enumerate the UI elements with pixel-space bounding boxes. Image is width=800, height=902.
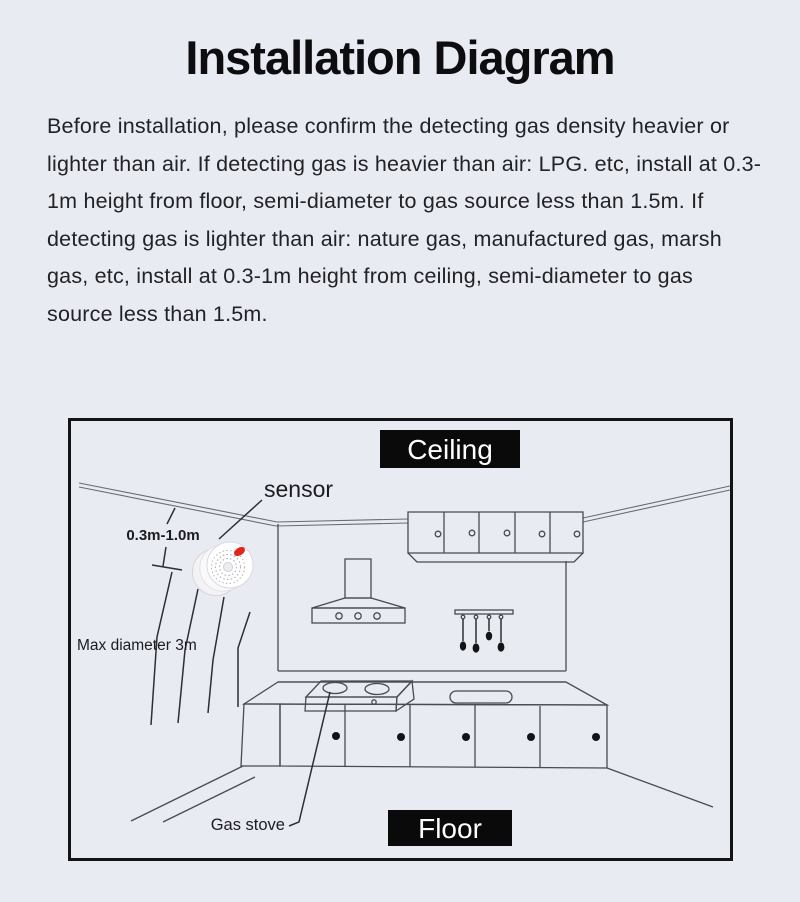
counter-knob	[527, 733, 535, 741]
counter-left-end	[241, 704, 280, 766]
countertop	[244, 682, 607, 705]
sensor-leader-line	[219, 500, 262, 539]
counter	[241, 682, 607, 768]
counter-knob	[397, 733, 405, 741]
counter-front	[280, 704, 607, 768]
ceiling-lines	[79, 483, 730, 526]
sensor-label: sensor	[264, 476, 334, 502]
cabinet-knob	[469, 530, 475, 536]
range-hood-icon	[312, 559, 405, 623]
ceiling-dimension-tick	[167, 508, 175, 524]
counter-knob	[462, 733, 470, 741]
gas-sensor-icon	[193, 542, 254, 596]
installation-diagram-svg	[68, 418, 733, 862]
gas-stove-label: Gas stove	[210, 816, 285, 834]
utensil-rack-icon	[455, 610, 513, 653]
wall-corner-lines	[278, 524, 566, 671]
floor-label: Floor	[418, 813, 482, 844]
counter-knob	[332, 732, 340, 740]
upper-cabinet	[408, 512, 583, 562]
ceiling-label: Ceiling	[407, 434, 493, 465]
cabinet-knob	[539, 531, 545, 537]
gas-stove-leader-line	[289, 692, 330, 826]
cabinet-knob	[574, 531, 580, 537]
floor-label-box	[388, 810, 512, 846]
cabinet-knob	[504, 530, 510, 536]
intro-paragraph: Before installation, please confirm the detecting gas density heavier or lighter than air. If detecting gas is heavier than air: LPG. etc, install at 0.3-1m height from floor, semi-diameter to gas source less than 1.5m. If detecting gas is lighter than air: nature gas, manufactured gas, marsh gas, etc, install at 0.3-1m height from ceiling, semi-diameter to gas source less than 1.5m.	[47, 114, 762, 326]
cabinet-knob	[435, 531, 441, 537]
height-dimension-marks	[152, 547, 182, 570]
counter-knob	[592, 733, 600, 741]
height-range-label: 0.3m-1.0m	[126, 527, 200, 544]
installation-diagram	[68, 418, 733, 862]
max-diameter-label: Max diameter 3m	[77, 637, 197, 654]
page-title: Installation Diagram	[185, 31, 615, 84]
ceiling-label-box	[380, 430, 520, 468]
sink-icon	[450, 691, 512, 703]
gas-stove-icon	[305, 681, 414, 711]
